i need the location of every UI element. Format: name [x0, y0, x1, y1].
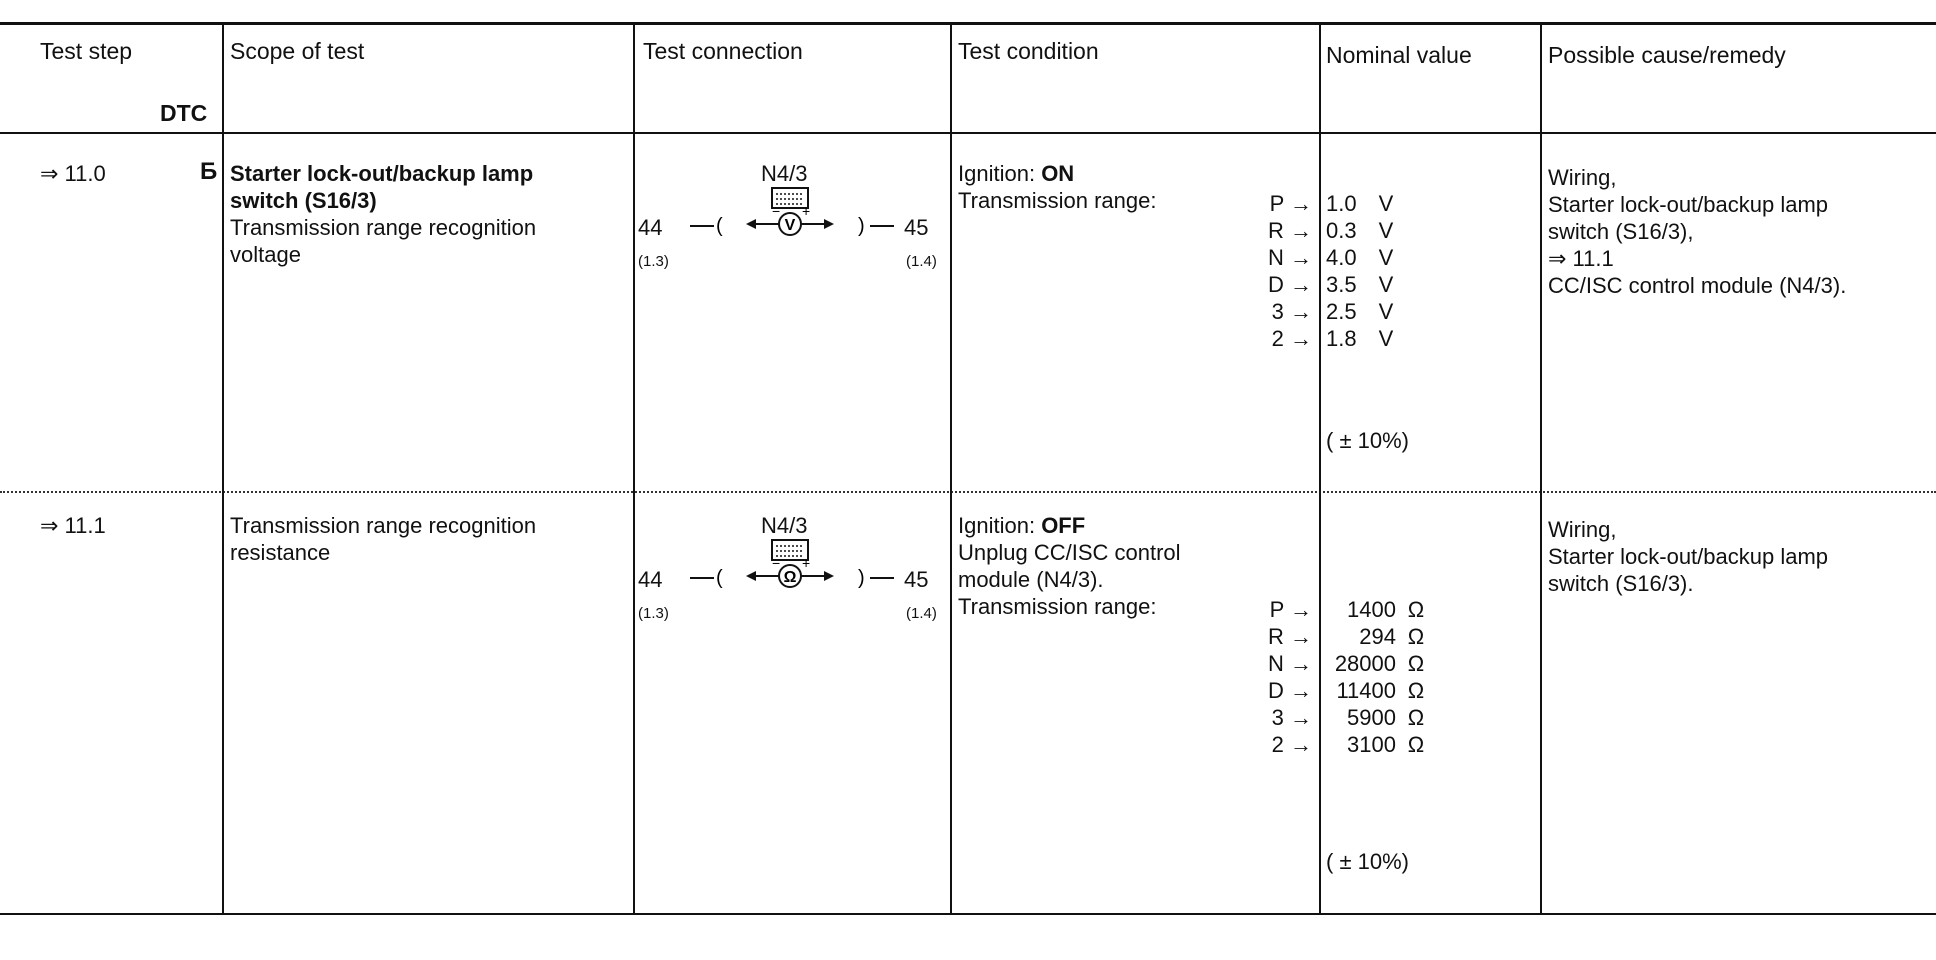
nominal-row: 11400 Ω: [1336, 678, 1425, 703]
gear-item: P →: [1269, 191, 1312, 216]
ignition-label: Ignition:: [958, 513, 1036, 538]
test-connection-diagram: [636, 512, 946, 652]
gear-item: 3 →: [1271, 705, 1312, 730]
ignition-state: ON: [1041, 161, 1075, 186]
header-remedy: Possible cause/remedy: [1548, 42, 1786, 68]
range-label: Transmission range:: [958, 188, 1157, 213]
header-scope: Scope of test: [230, 38, 365, 64]
row-separator: [0, 491, 1936, 493]
svg-text:): ): [858, 567, 865, 589]
range-label: Transmission range:: [958, 594, 1157, 619]
gear-item: 3 →: [1271, 299, 1312, 324]
column-divider: [1319, 22, 1321, 915]
column-divider: [1540, 22, 1542, 915]
ignition-label: Ignition:: [958, 161, 1036, 186]
pin-left: 44: [638, 215, 663, 240]
svg-text:Ω: Ω: [783, 569, 797, 586]
remedy-link-11-1: ⇒ 11.1: [1548, 246, 1614, 271]
scope-title-line-1: Starter lock-out/backup lamp: [230, 161, 534, 186]
nominal-values: [1326, 190, 1404, 352]
svg-text:+: +: [802, 203, 811, 219]
pin-left-sub: (1.3): [638, 253, 669, 270]
header-nominal: Nominal value: [1326, 42, 1472, 68]
gear-list: [1232, 596, 1312, 758]
gear-item: P →: [1269, 597, 1312, 622]
header-test-step: Test step: [40, 38, 133, 64]
column-divider: [633, 22, 635, 915]
test-step-11-0: ⇒ 11.0: [40, 161, 106, 186]
gear-item: N →: [1267, 651, 1312, 676]
ohmmeter-icon: [636, 536, 946, 596]
nominal-row: 4.0 V: [1326, 245, 1394, 270]
remedy-line: Starter lock-out/backup lamp: [1548, 544, 1829, 569]
condition-extra: Unplug CC/ISC control: [958, 540, 1181, 565]
nominal-row: 3100 Ω: [1347, 732, 1425, 757]
svg-text:(: (: [716, 215, 723, 237]
tolerance: ( ± 10%): [1326, 849, 1409, 874]
nominal-row: 1.0 V: [1326, 191, 1394, 216]
ignition-condition: [958, 512, 1085, 539]
gear-item: R →: [1267, 218, 1312, 243]
nominal-row: 5900 Ω: [1347, 705, 1425, 730]
nominal-row: 2.5 V: [1326, 299, 1394, 324]
module-label: N4/3: [761, 161, 808, 186]
test-connection-diagram: [636, 160, 946, 300]
voltmeter-icon: [636, 184, 946, 244]
dtc-marker: Б: [200, 158, 218, 185]
pin-right: 45: [904, 567, 929, 592]
nominal-row: 1400 Ω: [1347, 597, 1425, 622]
scope-description-line-1: Transmission range recognition: [230, 215, 537, 240]
remedy-line: Wiring,: [1548, 165, 1617, 190]
gear-item: D →: [1267, 272, 1312, 297]
remedy-line: switch (S16/3),: [1548, 219, 1694, 244]
svg-text:): ): [858, 215, 865, 237]
pin-right: 45: [904, 215, 929, 240]
nominal-values: [1326, 596, 1436, 758]
condition-extra: module (N4/3).: [958, 567, 1104, 592]
svg-text:−: −: [772, 555, 781, 571]
scope-description-line-2: resistance: [230, 540, 331, 565]
svg-text:−: −: [772, 203, 781, 219]
svg-text:V: V: [784, 217, 796, 234]
header-bottom-rule: [0, 132, 1936, 134]
svg-text:(: (: [716, 567, 723, 589]
module-label: N4/3: [761, 513, 808, 538]
pin-right-sub: (1.4): [906, 605, 937, 622]
ignition-state: OFF: [1041, 513, 1086, 538]
gear-item: 2 →: [1271, 326, 1312, 351]
svg-text:+: +: [802, 555, 811, 571]
tolerance: ( ± 10%): [1326, 428, 1409, 453]
gear-item: R →: [1267, 624, 1312, 649]
column-divider: [950, 22, 952, 915]
pin-left-sub: (1.3): [638, 605, 669, 622]
remedy-line: Wiring,: [1548, 517, 1617, 542]
remedy-line: CC/ISC control module (N4/3).: [1548, 273, 1847, 298]
gear-item: N →: [1267, 245, 1312, 270]
gear-item: D →: [1267, 678, 1312, 703]
ignition-condition: [958, 160, 1074, 187]
nominal-row: 294 Ω: [1359, 624, 1425, 649]
gear-list: [1232, 190, 1312, 352]
table-bottom-rule: [0, 913, 1936, 915]
header-connection: Test connection: [643, 38, 803, 64]
nominal-row: 1.8 V: [1326, 326, 1394, 351]
scope-title-line-2: switch (S16/3): [230, 188, 377, 213]
nominal-row: 28000 Ω: [1334, 651, 1425, 676]
remedy-line: Starter lock-out/backup lamp: [1548, 192, 1829, 217]
pin-left: 44: [638, 567, 663, 592]
pin-right-sub: (1.4): [906, 253, 937, 270]
nominal-row: 3.5 V: [1326, 272, 1394, 297]
scope-description-line-1: Transmission range recognition: [230, 513, 537, 538]
gear-item: 2 →: [1271, 732, 1312, 757]
test-step-11-1: ⇒ 11.1: [40, 513, 106, 538]
header-dtc: DTC: [160, 100, 208, 126]
remedy-line: switch (S16/3).: [1548, 571, 1694, 596]
nominal-row: 0.3 V: [1326, 218, 1394, 243]
header-condition: Test condition: [958, 38, 1099, 64]
column-divider: [222, 22, 224, 915]
scope-description-line-2: voltage: [230, 242, 301, 267]
table-top-rule: [0, 22, 1936, 25]
